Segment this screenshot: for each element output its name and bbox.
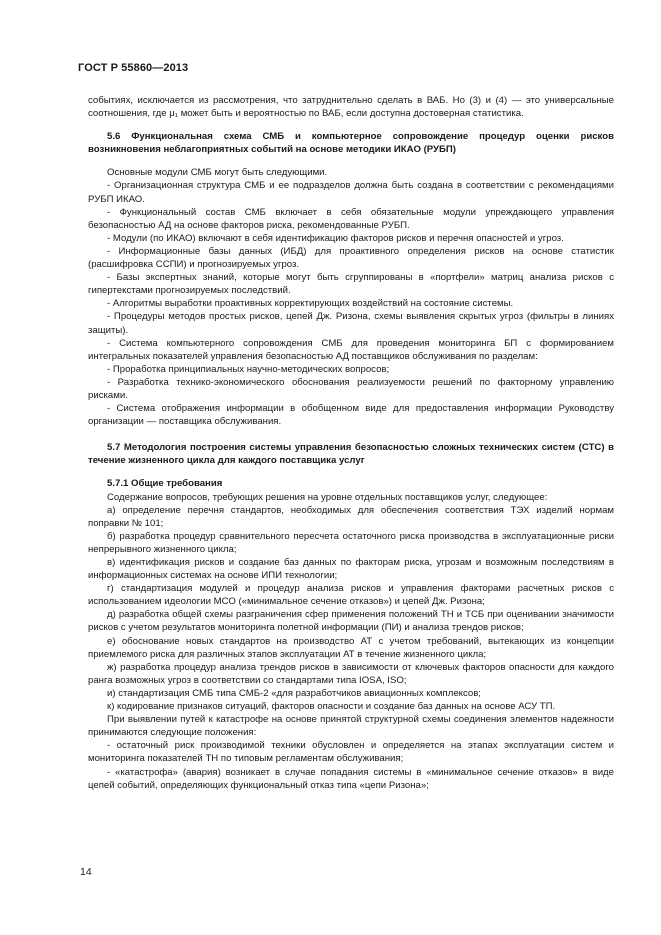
paragraph: а) определение перечня стандартов, необходимых для обеспечения соответствия ТЭХ изделий нормам поправки № 101; bbox=[88, 504, 614, 529]
paragraph: - остаточный риск производимой техники обусловлен и определяется на этапах эксплуатации систем и мониторинга показателей ТН по типовым регламентам обслуживания; bbox=[88, 740, 614, 765]
doc-code-header: ГОСТ Р 55860—2013 bbox=[78, 62, 189, 74]
paragraph: - Проработка принципиальных научно-методических вопросов; bbox=[107, 363, 390, 375]
paragraph: в) идентификация рисков и создание баз данных по факторам риска, угрозам и возможным последствиям в информационных системах на основе ИПИ технологии; bbox=[88, 557, 614, 582]
paragraph: Основные модули СМБ могут быть следующими. bbox=[107, 167, 328, 179]
paragraph: - Процедуры методов простых рисков, цепей Дж. Ризона, схемы выявления скрытых угроз (фильтры в линиях защиты). bbox=[88, 311, 614, 336]
paragraph: - Модули (по ИКАО) включают в себя идентификацию факторов рисков и перечня опасностей и угроз. bbox=[107, 232, 564, 244]
paragraph: - Система отображения информации в обобщенном виде для предоставления информации Руководству организации — поставщика обслуживания. bbox=[88, 403, 614, 428]
paragraph: - Алгоритмы выработки проактивных корректирующих воздействий на состояние системы. bbox=[107, 298, 514, 310]
paragraph: - «катастрофа» (авария) возникает в случае попадания системы в «минимальное сечение отказов» в виде цепей событий, определяющих функциональный отказ типа «цепи Ризона»; bbox=[88, 766, 614, 791]
paragraph: б) разработка процедур сравнительного пересчета остаточного риска производства в эксплуатационные риски непрерывного жизненного цикла; bbox=[88, 530, 614, 555]
paragraph: - Базы экспертных знаний, которые могут быть сгруппированы в «портфели» матриц анализа рисков с гипертекстами прогнозируемых последствий. bbox=[88, 272, 614, 297]
paragraph: к) кодирование признаков ситуаций, факторов опасности и создание баз данных на основе АСУ ТП. bbox=[107, 701, 556, 713]
section-5-7-title: 5.7 Методология построения системы управления безопасностью сложных технических систем (СТС) в течение жизненного цикла для каждого поставщика услуг bbox=[88, 442, 614, 467]
section-5-6-title: 5.6 Функциональная схема СМБ и компьютерное сопровождение процедур оценки рисков возникновения неблагоприятных событий на основе методики ИКАО (РУБП) bbox=[88, 131, 614, 156]
paragraph: - Разработка технико-экономического обоснования реализуемости решений по факторному управлению рисками. bbox=[88, 376, 614, 401]
section-5-7-1-title: 5.7.1 Общие требования bbox=[107, 478, 223, 490]
paragraph: ж) разработка процедур анализа трендов рисков в зависимости от ключевых факторов опасности для каждого ранга возможных угроз в соответствии со стандартами типа IOSA, ISO; bbox=[88, 661, 614, 686]
intro-paragraph: событиях, исключается из рассмотрения, что затруднительно сделать в ВАБ. Но (3) и (4) — это универсальные соотношения, где μ₁ может быть и вероятностью по ВАБ, если доступна достоверная статистика. bbox=[88, 95, 614, 120]
paragraph: - Информационные базы данных (ИБД) для проактивного определения рисков на основе статистик (расшифровка ССПИ) и прогнозируемых угроз. bbox=[88, 245, 614, 271]
page-content bbox=[88, 94, 614, 792]
paragraph: д) разработка общей схемы разграничения сфер применения положений ТН и ТСБ при оценивании значимости рисков с учетом результатов мониторинга полетной информации (ПИ) и анализа трендов рисков; bbox=[88, 609, 614, 634]
paragraph: Содержание вопросов, требующих решения на уровне отдельных поставщиков услуг, следующее: bbox=[107, 491, 548, 503]
paragraph: - Функциональный состав СМБ включает в себя обязательные модули упреждающего управления безопасностью АД на основе факторов риска, рекомендованные РУБП. bbox=[88, 206, 614, 231]
paragraph: - Организационная структура СМБ и ее подразделов должна быть создана в соответствии с рекомендациями РУБП ИКАО. bbox=[88, 180, 614, 205]
page-number: 14 bbox=[80, 866, 92, 878]
paragraph: г) стандартизация модулей и процедур анализа рисков и управления факторами расчетных рисков с использованием идеологии МСО («минимальное сечение отказов») и цепей Дж. Ризона; bbox=[88, 583, 614, 608]
paragraph: - Система компьютерного сопровождения СМБ для проведения мониторинга БП с формированием интегральных показателей управления безопасностью АД поставщиков обслуживания по разделам: bbox=[88, 337, 614, 362]
paragraph: и) стандартизация СМБ типа СМБ-2 «для разработчиков авиационных комплексов; bbox=[107, 687, 481, 699]
paragraph: При выявлении путей к катастрофе на основе принятой структурной схемы соединения элементов надежности принимаются следующие положения: bbox=[88, 714, 614, 739]
paragraph: е) обоснование новых стандартов на производство АТ с учетом требований, вытекающих из концепции приемлемого риска для различных этапов эксплуатации АТ в течение жизненного цикла; bbox=[88, 635, 614, 660]
